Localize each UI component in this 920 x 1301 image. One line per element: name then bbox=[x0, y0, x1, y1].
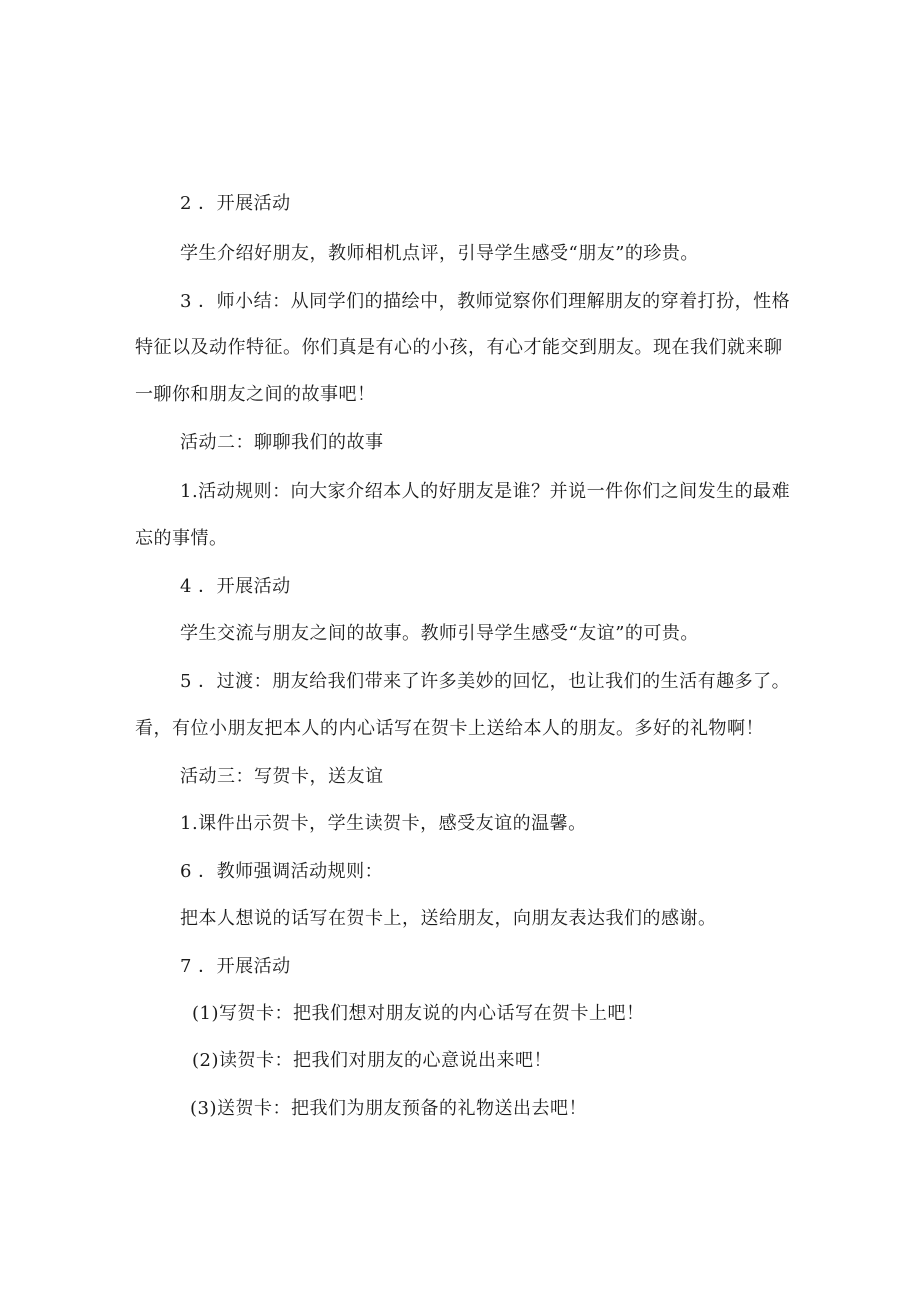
list-item: (2)读贺卡：把我们对朋友的心意说出来吧！ bbox=[192, 1050, 552, 1071]
paragraph-line: 把本人想说的话写在贺卡上，送给朋友，向朋友表达我们的感谢。 bbox=[180, 908, 717, 929]
paragraph-line: 5 ．过渡：朋友给我们带来了许多美妙的回忆，也让我们的生活有趣多了。 bbox=[180, 671, 791, 692]
heading-step-2: 2 ．开展活动 bbox=[180, 193, 291, 214]
heading-step-4: 4 ．开展活动 bbox=[180, 576, 291, 597]
paragraph-line: 一聊你和朋友之间的故事吧！ bbox=[135, 384, 376, 405]
list-item: (1)写贺卡：把我们想对朋友说的内心话写在贺卡上吧！ bbox=[192, 1003, 645, 1024]
paragraph-line: 学生介绍好朋友，教师相机点评，引导学生感受“朋友”的珍贵。 bbox=[180, 243, 699, 264]
paragraph-line: 学生交流与朋友之间的故事。教师引导学生感受“友谊”的可贵。 bbox=[180, 623, 699, 644]
list-item: (3)送贺卡：把我们为朋友预备的礼物送出去吧！ bbox=[190, 1098, 587, 1119]
paragraph-line: 1.课件出示贺卡，学生读贺卡，感受友谊的温馨。 bbox=[180, 813, 587, 834]
activity-heading: 活动三：写贺卡，送友谊 bbox=[180, 766, 384, 787]
paragraph-line: 3 ．师小结：从同学们的描绘中，教师觉察你们理解朋友的穿着打扮，性格 bbox=[180, 291, 791, 312]
paragraph-line: 1.活动规则：向大家介绍本人的好朋友是谁？并说一件你们之间发生的最难 bbox=[180, 481, 791, 502]
heading-step-7: 7 ．开展活动 bbox=[180, 956, 291, 977]
paragraph-line: 忘的事情。 bbox=[135, 528, 228, 549]
paragraph-line: 特征以及动作特征。你们真是有心的小孩，有心才能交到朋友。现在我们就来聊 bbox=[135, 337, 783, 358]
paragraph-line: 看，有位小朋友把本人的内心话写在贺卡上送给本人的朋友。多好的礼物啊！ bbox=[135, 718, 764, 739]
heading-step-6: 6 ．教师强调活动规则： bbox=[180, 861, 384, 882]
activity-heading: 活动二：聊聊我们的故事 bbox=[180, 432, 384, 453]
